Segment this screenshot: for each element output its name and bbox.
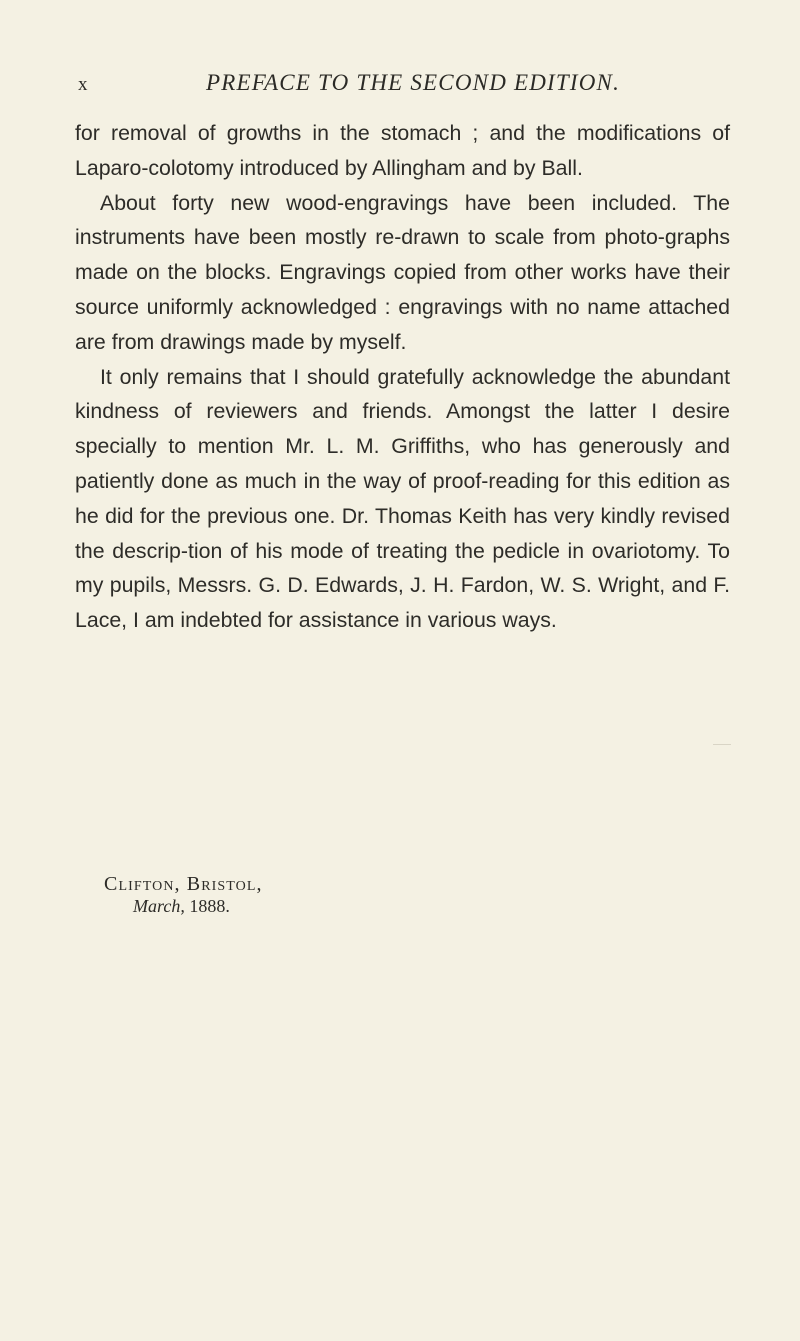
signature-place: Clifton, Bristol, <box>104 873 263 895</box>
paragraph-engravings: About forty new wood-engravings have been included. The instruments have been mostly re-drawn to scale from photo-graphs made on the blocks. Engravings copied from other works have their source uniformly acknowledged : engravings with no name attached are from drawings made by myself. <box>75 190 730 354</box>
signature-year: 1888. <box>189 896 230 916</box>
running-head-title: PREFACE TO THE SECOND EDITION. <box>206 70 621 95</box>
paragraph-acknowledgements: It only remains that I should gratefully acknowledge the abundant kindness of reviewers and friends. Amongst the latter I desire specially to mention Mr. L. M. Griffiths, who has generously and patiently done as much in the way of proof-reading for this edition as he did for the previous one. Dr. Thomas Keith has very kindly revised the descrip-tion of his mode of treating the pedicle in ovariotomy. To my pupils, Messrs. G. D. Edwards, J. H. Fardon, W. S. Wright, and F. Lace, I am indebted for assistance in various ways. <box>75 364 730 633</box>
preface-body <box>75 116 730 638</box>
signature-block <box>104 873 263 917</box>
paper-speck <box>713 744 731 745</box>
page-number: x <box>78 74 88 95</box>
signature-date <box>133 895 263 917</box>
running-head <box>72 70 732 100</box>
signature-month: March, <box>133 896 185 916</box>
paragraph-continued: for removal of growths in the stomach ; and the modifications of Laparo-colotomy introduced by Allingham and by Ball. <box>75 121 730 180</box>
